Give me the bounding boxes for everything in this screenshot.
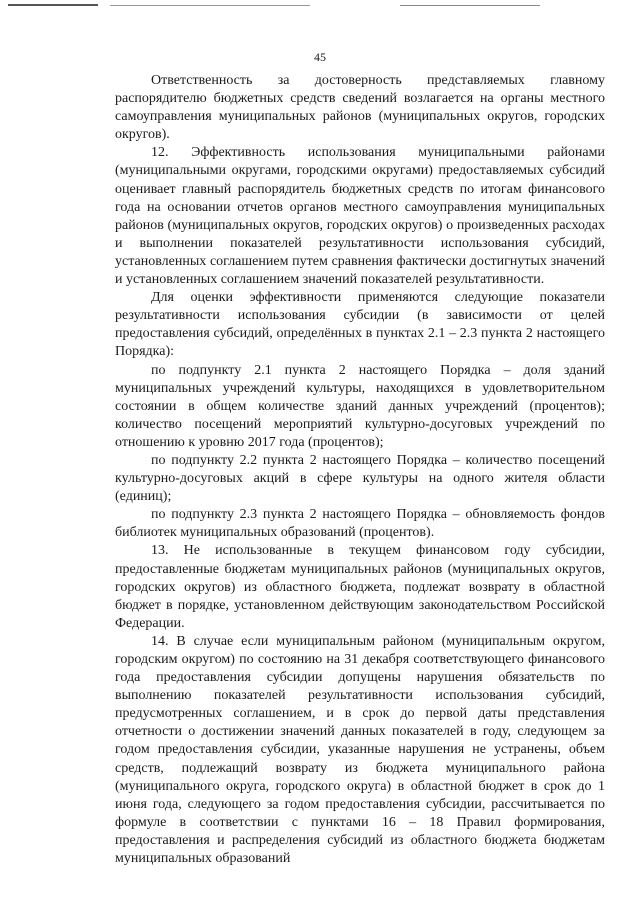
paragraph-14: 14. В случае если муниципальным районом (муниципальным округом, городским округом) по состоянию на 31 декабря соответствующего финансового года предоставления субсидии допущены нарушения обязательств по выполнению показателей результативности использования субсидий, предусмотренных соглашением, и в срок до первой даты представления отчетности о достижении значений данных показателей в году, следующем за годом предоставления субсидии, указанные нарушения не устранены, объем средств, подлежащий возврату из бюджета муниципального района (муниципального округа, городского округа) в областной бюджет в срок до 1 июня года, следующего за годом предоставления субсидии, рассчитывается по формуле в соответствии с пунктами 16 – 18 Правил формирования, предоставления и распределения субсидий из областного бюджета бюджетам муниципальных образований (115, 633, 605, 867)
paragraph-subitem-2-2: по подпункту 2.2 пункта 2 настоящего Порядка – количество посещений культурно-досуговых акций в сфере культуры на одного жителя области (единиц); (115, 452, 605, 505)
scan-artifact (110, 5, 310, 6)
page-number: 45 (314, 50, 326, 64)
paragraph-subitem-2-3: по подпункту 2.3 пункта 2 настоящего Порядка – обновляемость фондов библиотек муниципальных образований (процентов). (115, 507, 605, 541)
scan-artifact (400, 5, 540, 6)
scan-artifact (8, 4, 98, 6)
paragraph-indicators-intro: Для оценки эффективности применяются следующие показатели результативности использования субсидии (в зависимости от целей предоставления субсидий, определённых в пунктах 2.1 – 2.3 пункта 2 настоящего Порядка): (115, 290, 605, 360)
paragraph-13: 13. Не использованные в текущем финансовом году субсидии, предоставленные бюджетам муниципальных районов (муниципальных округов, городских округов) из областного бюджета, подлежат возврату в областной бюджет в порядке, установленном действующим законодательством Российской Федерации. (115, 543, 605, 631)
paragraph-subitem-2-1: по подпункту 2.1 пункта 2 настоящего Порядка – доля зданий муниципальных учреждений культуры, находящихся в удовлетворительном состоянии в общем количестве зданий данных учреждений (процентов); количество посещений мероприятий культурно-досуговых учреждений по отношению к уровню 2017 года (процентов); (115, 362, 605, 450)
paragraph-12: 12. Эффективность использования муниципальными районами (муниципальными округами, городскими округами) предоставляемых субсидий оценивает главный распорядитель бюджетных средств по итогам финансового года на основании отчетов органов местного самоуправления муниципальных районов (муниципальных округов, городских округов) о произведенных расходах и выполнении показателей результативности использования субсидий, установленных соглашением путем сравнения фактически достигнутых значений и установленных соглашением значений показателей результативности. (115, 145, 605, 288)
paragraph-responsibility: Ответственность за достоверность представляемых главному распорядителю бюджетных средств сведений возлагается на органы местного самоуправления муниципальных районов (муниципальных округов, городских округов). (115, 73, 605, 143)
document-body (115, 72, 605, 868)
